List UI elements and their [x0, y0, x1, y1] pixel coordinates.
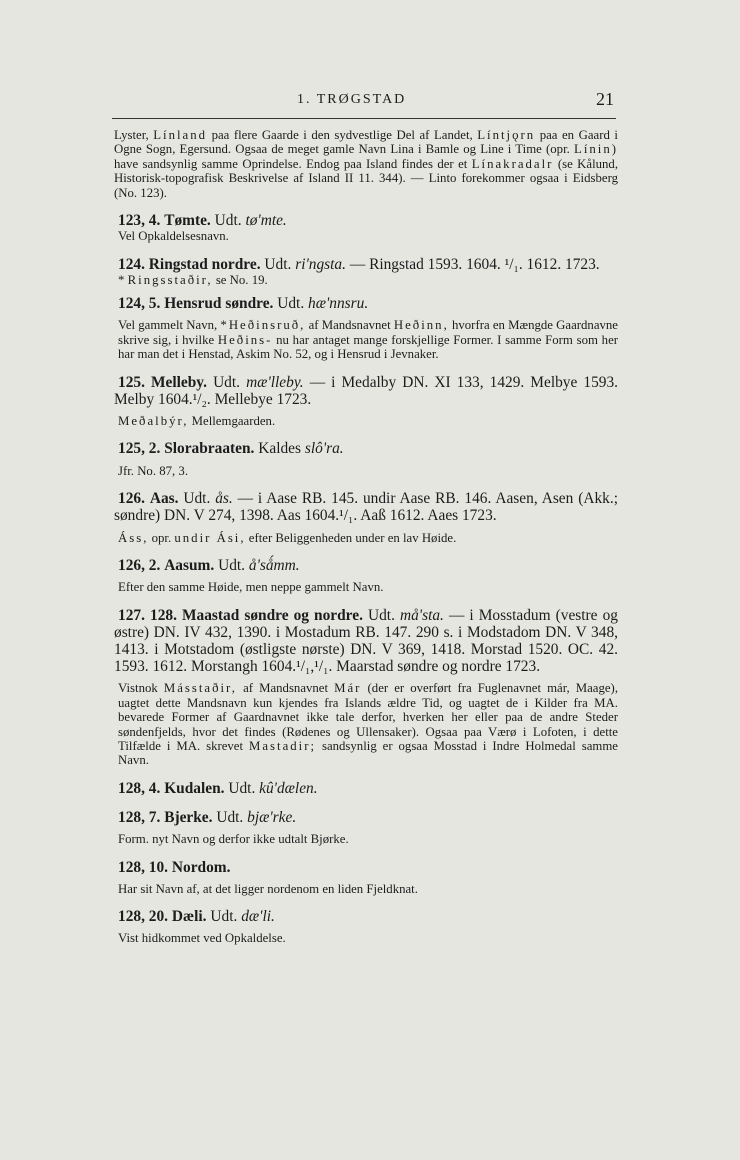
old-form: Mastadir;	[248, 738, 317, 753]
farm-name: Nordom.	[171, 858, 231, 876]
old-form: Áss,	[118, 530, 149, 545]
entry-note: Vel Opkaldelsesnavn.	[118, 229, 229, 244]
entry-heading: 125, 2. Slorabraaten. Kaldes slô'ra.	[114, 440, 618, 457]
farm-name: Slorabraaten.	[164, 440, 255, 458]
entry-number: 124, 5.	[118, 295, 161, 313]
entry-heading: 127. 128. Maastad søndre og nordre. Udt. må'sta. — i Mosstadum (vestre og østre) DN. IV 432, 1390. i Mostadum RB. 147. 290 s. i Modstadom DN. V 348, 1413. i Motstadom (østligste nørste) DN. V 369, 1418. Morstad 1520. OC. 42. 1593. 1612. Morstangh 1604.¹/₁,¹/₁. Maarstad søndre og nordre 1723.	[114, 606, 618, 676]
pronunciation: må'sta.	[399, 606, 444, 624]
entry-heading	[114, 859, 618, 876]
pronunciation: dæ'li.	[241, 908, 275, 926]
farm-name: Aas.	[149, 490, 179, 508]
entry-number: 125.	[118, 373, 145, 391]
entry-note: Áss, opr. undir Ási, efter Beliggenheden under en lav Høide.	[118, 530, 457, 545]
old-form: Másstaðir,	[163, 681, 237, 696]
farm-name: Dæli.	[171, 908, 207, 926]
entry-heading: 126. Aas. Udt. ås. — i Aase RB. 145. undir Aase RB. 146. Aasen, Asen (Akk.; søndre) DN. V 274, 1398. Aas 1604.¹/₁. Aaß 1612. Aaes 1723.	[114, 490, 618, 525]
pronunciation: kû'dælen.	[259, 779, 318, 797]
old-form: Ringsstaðir,	[127, 272, 213, 287]
old-form: Már	[334, 681, 362, 696]
old-form: Línin)	[574, 142, 618, 157]
intro-paragraph: Lyster, Línland paa flere Gaarde i den sydvestlige Del af Landet, Líntjǫrn paa en Gaard i Ogne Sogn, Egersund. Ogsaa de meget gamle Navn Lina i Bamle og Line i Time (opr. Línin) have sandsynlig samme Oprindelse. Endog paa Island findes der et Línakradalr (se Kålund, Historisk-topografisk Beskrivelse af Island II 11. 344). — Linto forekommer ogsaa i Eidsberg (No. 123).	[114, 128, 619, 200]
old-form: *Heðinsruð,	[220, 318, 306, 333]
entry-note: Efter den samme Høide, men neppe gammelt Navn.	[118, 580, 384, 595]
entry-number: 126, 2.	[118, 556, 161, 574]
pronunciation: hæ'nnsru.	[308, 295, 369, 313]
entry-note: Vel gammelt Navn, *Heðinsruð, af Mandsnavnet Heðinn, hvorfra en Mængde Gaardnavne skrive sig, i hvilke Heðins- nu har antaget mange forskjellige Former. I samme Form som her har man det i Henstad, Askim No. 52, og i Hensrud i Jevnaker.	[118, 318, 619, 362]
entry-heading: 124. Ringstad nordre. Udt. ri'ngsta. — Ringstad 1593. 1604. ¹/₁. 1612. 1723.	[114, 256, 618, 273]
entry-note: Vistnok Másstaðir, af Mandsnavnet Már (der er overført fra Fuglenavnet már, Maage), uagtet dette Mandsnavn kun kjendes fra Islands ældre Tid, og uagtet de i Kilder fra MA. bevarede Former af Gaardnavnet ikke tale derfor, hverken her eller paa de andre Steder søndenfjelds, hvor det findes (Rødenes og Ullensaker). Ogsaa paa Værø i Lofoten, i dette Tilfælde i MA. skrevet Mastadir; sandsynlig er ogsaa Mosstad i Indre Holmedal samme Navn.	[118, 681, 619, 768]
old-form: Línakradalr	[471, 156, 554, 171]
page-number: 21	[596, 89, 614, 109]
entry-number: 128, 4.	[118, 779, 161, 797]
old-form: undir Ási,	[174, 530, 246, 545]
pronunciation: å'sǻmm.	[248, 556, 300, 574]
pronunciation: mæ'lleby.	[246, 373, 304, 391]
farm-name: Tømte.	[164, 212, 211, 230]
farm-name: Melleby.	[151, 373, 207, 391]
entry-heading: 123, 4. Tømte. Udt. tø'mte.	[114, 212, 618, 229]
farm-name: Aasum.	[164, 556, 215, 574]
entry-note: Jfr. No. 87, 3.	[118, 463, 189, 478]
farm-name: Ringstad nordre.	[148, 255, 261, 273]
entry-note: * Ringsstaðir, se No. 19.	[118, 272, 268, 287]
running-head	[112, 88, 616, 119]
entry-number: 128, 7.	[118, 808, 161, 826]
entry-number: 128, 10.	[118, 858, 169, 876]
entry-heading: 128, 7. Bjerke. Udt. bjæ'rke.	[114, 809, 618, 826]
pronunciation: ri'ngsta.	[295, 255, 346, 273]
entry-heading: 126, 2. Aasum. Udt. å'sǻmm.	[114, 557, 618, 574]
entry-heading: 125. Melleby. Udt. mæ'lleby. — i Medalby DN. XI 133, 1429. Melbye 1593. Melby 1604.¹/₂. Mellebye 1723.	[114, 373, 619, 408]
entry-note: Meðalbýr, Mellemgaarden.	[118, 414, 276, 429]
chapter-title: 1. TRØGSTAD	[297, 92, 407, 107]
farm-name: Kudalen.	[164, 779, 225, 797]
entry-number: 125, 2.	[118, 440, 161, 458]
pronunciation: slô'ra.	[304, 440, 344, 458]
farm-name: Bjerke.	[164, 808, 213, 826]
pronunciation: tø'mte.	[245, 212, 287, 230]
old-form: Líntjǫrn	[477, 128, 536, 142]
historical-forms: — i Aase RB. 145. undir Aase RB. 146. Aasen, Asen (Akk.; søndre) DN. V 274, 1398. Aas 1604.¹/₁. Aaß 1612. Aaes 1723.	[114, 490, 618, 525]
entry-number: 123, 4.	[118, 212, 161, 230]
old-form: Línland	[153, 128, 208, 142]
entry-heading: 124, 5. Hensrud søndre. Udt. hæ'nnsru.	[114, 295, 618, 312]
old-form: Heðinn,	[393, 318, 449, 333]
entry-number: 127. 128.	[118, 606, 177, 624]
entry-heading: 128, 4. Kudalen. Udt. kû'dælen.	[114, 780, 618, 797]
entry-note: Form. nyt Navn og derfor ikke udtalt Bjørke.	[118, 832, 349, 847]
entry-number: 126.	[118, 490, 145, 508]
entry-number: 124.	[118, 255, 145, 273]
old-form: Meðalbýr,	[118, 414, 189, 429]
farm-name: Hensrud søndre.	[164, 295, 274, 313]
old-form: Heðins-	[217, 332, 273, 347]
pronunciation: bjæ'rke.	[247, 808, 297, 826]
historical-forms: — i Mosstadum (vestre og østre) DN. IV 432, 1390. i Mostadum RB. 147. 290 s. i Modstadom DN. V 348, 1413. i Motstadom (østligste nørste) DN. V 369, 1418. Morstad 1520. OC. 42. 1593. 1612. Morstangh 1604.¹/₁,¹/₁. Maarstad søndre og nordre 1723.	[114, 606, 618, 676]
pronunciation: ås.	[215, 490, 233, 508]
farm-name: Maastad søndre og nordre.	[182, 606, 363, 624]
entry-note: Vist hidkommet ved Opkaldelse.	[118, 931, 286, 946]
body-text	[114, 128, 618, 946]
historical-forms: — Ringstad 1593. 1604. ¹/₁. 1612. 1723.	[349, 255, 600, 273]
entry-number: 128, 20.	[118, 908, 169, 926]
entry-note: Har sit Navn af, at det ligger nordenom en liden Fjeldknat.	[118, 881, 418, 896]
historical-forms: — i Medalby DN. XI 133, 1429. Melbye 1593. Melby 1604.¹/₂. Mellebye 1723.	[114, 373, 619, 408]
entry-heading: 128, 20. Dæli. Udt. dæ'li.	[114, 908, 618, 925]
